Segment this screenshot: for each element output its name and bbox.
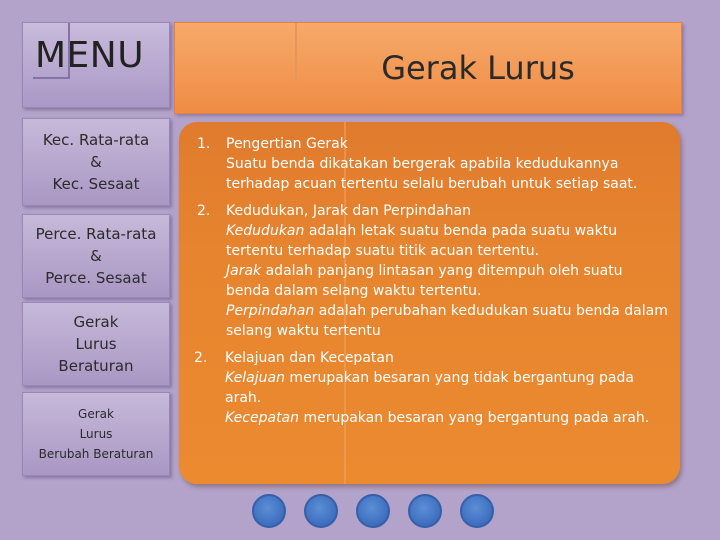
nav-button-1[interactable] (252, 494, 286, 528)
menu-title: MENU (35, 35, 145, 76)
slide-title-box (174, 22, 682, 114)
definition-term: Kedudukan (226, 223, 305, 239)
content-panel (179, 122, 680, 484)
menu-button-glbb[interactable] (22, 392, 170, 476)
menu-button-label: Gerak Lurus Beraturan (58, 313, 134, 375)
definition (179, 261, 680, 301)
menu-button-kecepatan[interactable] (22, 118, 170, 206)
item-number: 2. (194, 350, 208, 366)
definition-term: Perpindahan (226, 303, 315, 319)
definition-text: merupakan besaran yang bergantung pada arah. (299, 410, 650, 426)
definition (179, 368, 680, 408)
definition (179, 221, 680, 261)
definition-text: merupakan besaran yang tidak bergantung pada arah. (225, 370, 634, 406)
menu-button-label: Kec. Rata-rata & Kec. Sesaat (42, 131, 150, 193)
definition-term: Kecepatan (225, 410, 300, 426)
menu-button-label: Perce. Rata-rata & Perce. Sesaat (35, 225, 157, 287)
definition-term: Jarak (226, 263, 262, 279)
menu-header (22, 22, 170, 108)
definition (179, 301, 680, 341)
definition-text: adalah panjang lintasan yang ditempuh oleh suatu benda dalam selang waktu tertentu. (226, 263, 623, 299)
list-item (179, 134, 680, 194)
item-text: Suatu benda dikatakan bergerak apabila kedudukannya terhadap acuan tertentu selalu berubah untuk setiap saat. (226, 156, 638, 192)
slide-title: Gerak Lurus (381, 49, 575, 87)
menu-button-label: Gerak Lurus Berubah Beraturan (38, 407, 154, 461)
nav-button-2[interactable] (304, 494, 338, 528)
definition-term: Kelajuan (225, 370, 285, 386)
nav-button-5[interactable] (460, 494, 494, 528)
nav-button-4[interactable] (408, 494, 442, 528)
item-heading: Kelajuan dan Kecepatan (225, 350, 394, 366)
item-heading: Pengertian Gerak (226, 136, 348, 152)
nav-button-3[interactable] (356, 494, 390, 528)
list-item (179, 348, 680, 428)
menu-button-glb[interactable] (22, 302, 170, 386)
menu-button-percepatan[interactable] (22, 214, 170, 298)
content-list (179, 134, 680, 435)
item-heading: Kedudukan, Jarak dan Perpindahan (226, 203, 471, 219)
list-item (179, 201, 680, 341)
item-number: 2. (197, 203, 211, 219)
item-number: 1. (197, 136, 211, 152)
definition-text: adalah letak suatu benda pada suatu waktu tertentu terhadap suatu titik acuan tertentu. (226, 223, 618, 259)
definition (179, 408, 680, 428)
definition-text: adalah perubahan kedudukan suatu benda dalam selang waktu tertentu (226, 303, 668, 339)
decorative-line (33, 77, 69, 79)
